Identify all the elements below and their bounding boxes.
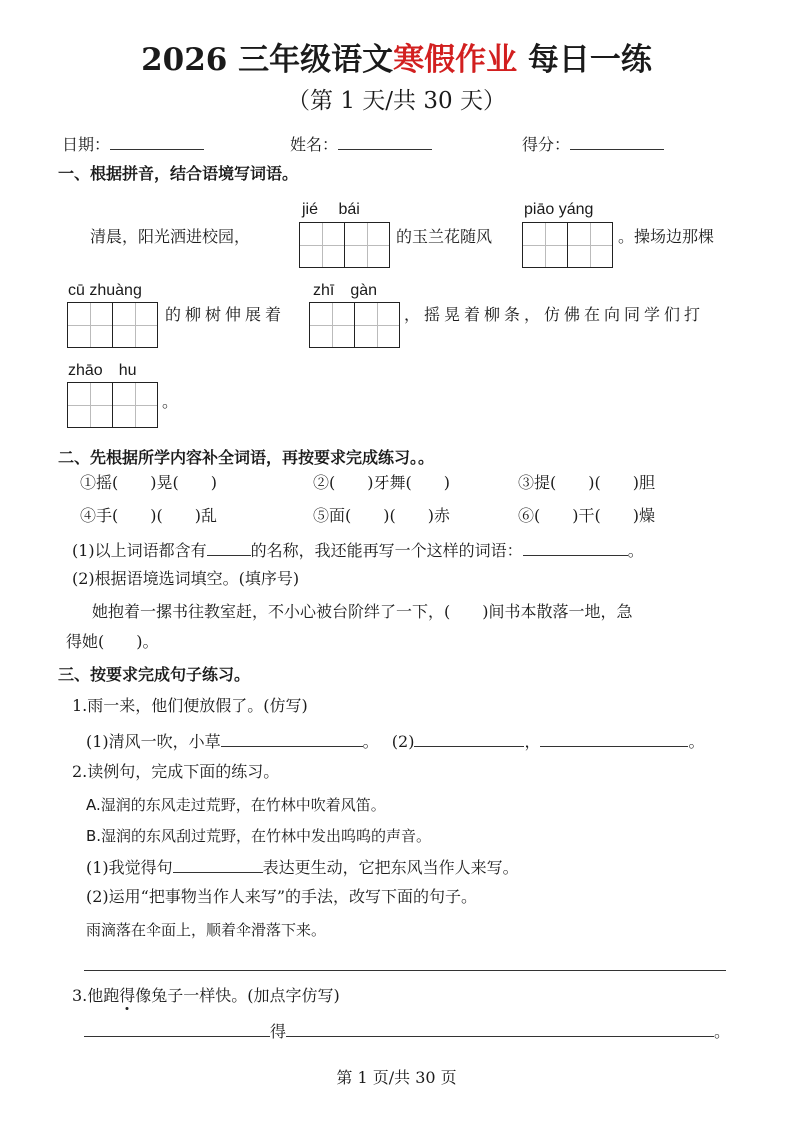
page-title: 2026 三年级语文寒假作业 每日一练	[141, 42, 652, 78]
example-b: B.湿润的东风刮过荒野，在竹林中发出呜呜的声音。	[86, 827, 432, 845]
word-item: ①摇( )晃( )	[80, 473, 217, 492]
word-item: ②( )牙舞( )	[313, 473, 450, 492]
score-field[interactable]: 得分：	[522, 133, 664, 155]
word-item: ③提( )( )胆	[518, 473, 655, 492]
passage: 她抱着一摞书往教室赶，不小心被台阶绊了一下，( )间书本散落一地，急	[92, 602, 633, 621]
pinyin: zhāo hu	[68, 362, 137, 379]
section-3-heading: 三、按要求完成句子练习。	[58, 665, 251, 684]
word-item: ⑥( )干( )燥	[518, 506, 655, 525]
pinyin: zhī gàn	[313, 282, 378, 299]
answer-box[interactable]	[67, 382, 158, 428]
word-item: ⑤面( )( )赤	[313, 506, 450, 525]
question: 2.读例句，完成下面的练习。	[72, 762, 280, 781]
pinyin: piāo yáng	[524, 201, 594, 218]
example-a: A.湿润的东风走过荒野，在竹林中吹着风笛。	[86, 796, 386, 814]
question: (2)根据语境选词填空。(填序号)	[72, 569, 300, 588]
answer-box[interactable]	[299, 222, 390, 268]
word-item: ④手( )( )乱	[80, 506, 217, 525]
text: 清晨，阳光洒进校园，	[90, 227, 251, 246]
question: 1.雨一来，他们便放假了。(仿写)	[72, 696, 308, 715]
answer-box[interactable]	[309, 302, 400, 348]
answer-box[interactable]	[67, 302, 158, 348]
dotted-char: 得	[119, 986, 136, 1005]
sentence: 雨滴落在伞面上，顺着伞滑落下来。	[86, 921, 327, 939]
pinyin: jié bái	[302, 201, 360, 218]
text: 。	[162, 392, 179, 411]
page-subtitle: （第 1 天/共 30 天）	[287, 88, 506, 114]
question: 3.他跑得像兔子一样快。(加点字仿写)	[72, 986, 340, 1005]
date-field[interactable]: 日期：	[62, 133, 204, 155]
text: 的柳树伸展着	[165, 305, 286, 324]
answer-box[interactable]	[522, 222, 613, 268]
section-2-heading: 二、先根据所学内容补全词语，再按要求完成练习。。	[58, 448, 435, 467]
question: (2)运用“把事物当作人来写”的手法，改写下面的句子。	[86, 887, 478, 906]
name-field[interactable]: 姓名：	[290, 133, 432, 155]
text: 。操场边那棵	[618, 227, 715, 246]
pinyin: cū zhuàng	[68, 282, 142, 299]
title-highlight: 寒假作业	[393, 42, 518, 78]
page-number: 第 1 页/共 30 页	[336, 1068, 457, 1087]
answer-line[interactable]: 得 。	[84, 1020, 730, 1042]
question: (1)清风一吹，小草 。 (2) ， 。	[86, 732, 705, 751]
question: (1)我觉得句 表达更生动，它把东风当作人来写。	[86, 858, 519, 877]
text: ，摇晃着柳条，仿佛在向同学们打	[404, 305, 705, 324]
question: (1)以上词语都含有 的名称，我还能再写一个这样的词语： 。	[72, 541, 644, 560]
answer-line[interactable]	[84, 970, 726, 971]
section-1-heading: 一、根据拼音，结合语境写词语。	[58, 164, 299, 183]
passage: 得她( )。	[66, 632, 159, 651]
text: 的玉兰花随风	[396, 227, 493, 246]
